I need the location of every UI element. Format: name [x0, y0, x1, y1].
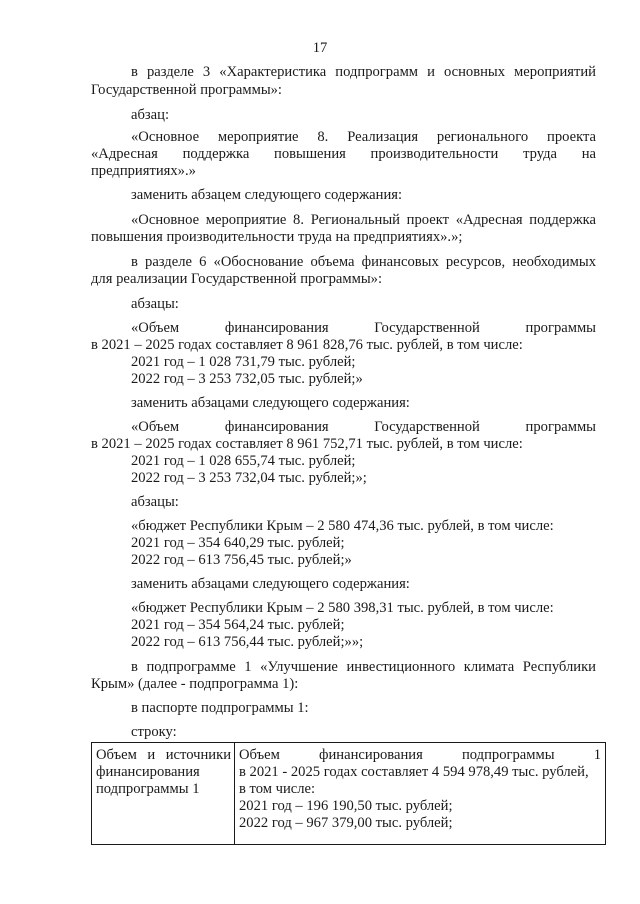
quote-new-volume-line2: в 2021 – 2025 годах составляет 8 961 752,71 тыс. рублей, в том числе: — [91, 436, 523, 452]
quote-old-volume-2021: 2021 год – 1 028 731,79 тыс. рублей; — [131, 354, 356, 370]
quote-old-event8-line1: «Основное мероприятие 8. Реализация регионального проекта — [131, 129, 596, 145]
table-value-line4: 2021 год – 196 190,50 тыс. рублей; — [239, 798, 453, 814]
quote-old-volume-2022: 2022 год – 3 253 732,05 тыс. рублей;» — [131, 371, 363, 387]
quote-new-budget-2022: 2022 год – 613 756,44 тыс. рублей;»»; — [131, 634, 364, 650]
paragraph-section6-line1: в разделе 6 «Обоснование объема финансовых ресурсов, необходимых — [131, 254, 596, 270]
table-value-line5: 2022 год – 967 379,00 тыс. рублей; — [239, 815, 453, 831]
paragraph-subprogram1-line1: в подпрограмме 1 «Улучшение инвестиционного климата Республики — [131, 659, 596, 675]
quote-old-budget-line1: «бюджет Республики Крым – 2 580 474,36 тыс. рублей, в том числе: — [131, 518, 554, 534]
quote-new-volume-line1: «Объем финансирования Государственной программы — [131, 419, 596, 435]
quote-new-event8-line1: «Основное мероприятие 8. Региональный проект «Адресная поддержка — [131, 212, 596, 228]
paragraph-replace-many-2: заменить абзацами следующего содержания: — [131, 576, 410, 592]
table-value-line1: Объем финансирования подпрограммы 1 — [239, 747, 601, 763]
financing-table — [91, 742, 606, 845]
table-value-line2: в 2021 - 2025 годах составляет 4 594 978,49 тыс. рублей, — [239, 764, 589, 780]
paragraph-replace-one: заменить абзацем следующего содержания: — [131, 187, 403, 203]
paragraph-stroku: строку: — [131, 724, 177, 740]
paragraph-subprogram1-line2: Крым» (далее - подпрограмма 1): — [91, 676, 299, 692]
paragraph-passport: в паспорте подпрограммы 1: — [131, 700, 309, 716]
quote-old-event8-line3: предприятиях».» — [91, 163, 196, 179]
quote-new-volume-2022: 2022 год – 3 253 732,04 тыс. рублей;»; — [131, 470, 367, 486]
quote-new-volume-2021: 2021 год – 1 028 655,74 тыс. рублей; — [131, 453, 356, 469]
paragraph-replace-many-1: заменить абзацами следующего содержания: — [131, 395, 410, 411]
quote-new-budget-2021: 2021 год – 354 564,24 тыс. рублей; — [131, 617, 345, 633]
paragraph-section3-line2: Государственной программы»: — [91, 82, 282, 98]
quote-new-event8-line2: повышения производительности труда на предприятиях».»; — [91, 229, 463, 245]
quote-new-budget-line1: «бюджет Республики Крым – 2 580 398,31 тыс. рублей, в том числе: — [131, 600, 554, 616]
table-label-line3: подпрограммы 1 — [96, 781, 200, 797]
table-cell-value — [235, 743, 605, 844]
table-value-line3: в том числе: — [239, 781, 316, 797]
quote-old-volume-line2: в 2021 – 2025 годах составляет 8 961 828,76 тыс. рублей, в том числе: — [91, 337, 523, 353]
quote-old-volume-line1: «Объем финансирования Государственной программы — [131, 320, 596, 336]
paragraph-abzacy-1: абзацы: — [131, 296, 179, 312]
quote-old-budget-2021: 2021 год – 354 640,29 тыс. рублей; — [131, 535, 345, 551]
table-label-line2: финансирования — [96, 764, 200, 780]
paragraph-abzac: абзац: — [131, 107, 170, 123]
paragraph-section3-line1: в разделе 3 «Характеристика подпрограмм и основных мероприятий — [131, 64, 596, 80]
paragraph-section6-line2: для реализации Государственной программы»: — [91, 271, 383, 287]
quote-old-event8-line2: «Адресная поддержка повышения производительности труда на — [91, 146, 596, 162]
table-cell-label — [92, 743, 235, 844]
quote-old-budget-2022: 2022 год – 613 756,45 тыс. рублей;» — [131, 552, 352, 568]
table-label-line1: Объем и источники — [96, 747, 231, 763]
paragraph-abzacy-2: абзацы: — [131, 494, 179, 510]
page-number: 17 — [312, 40, 328, 56]
